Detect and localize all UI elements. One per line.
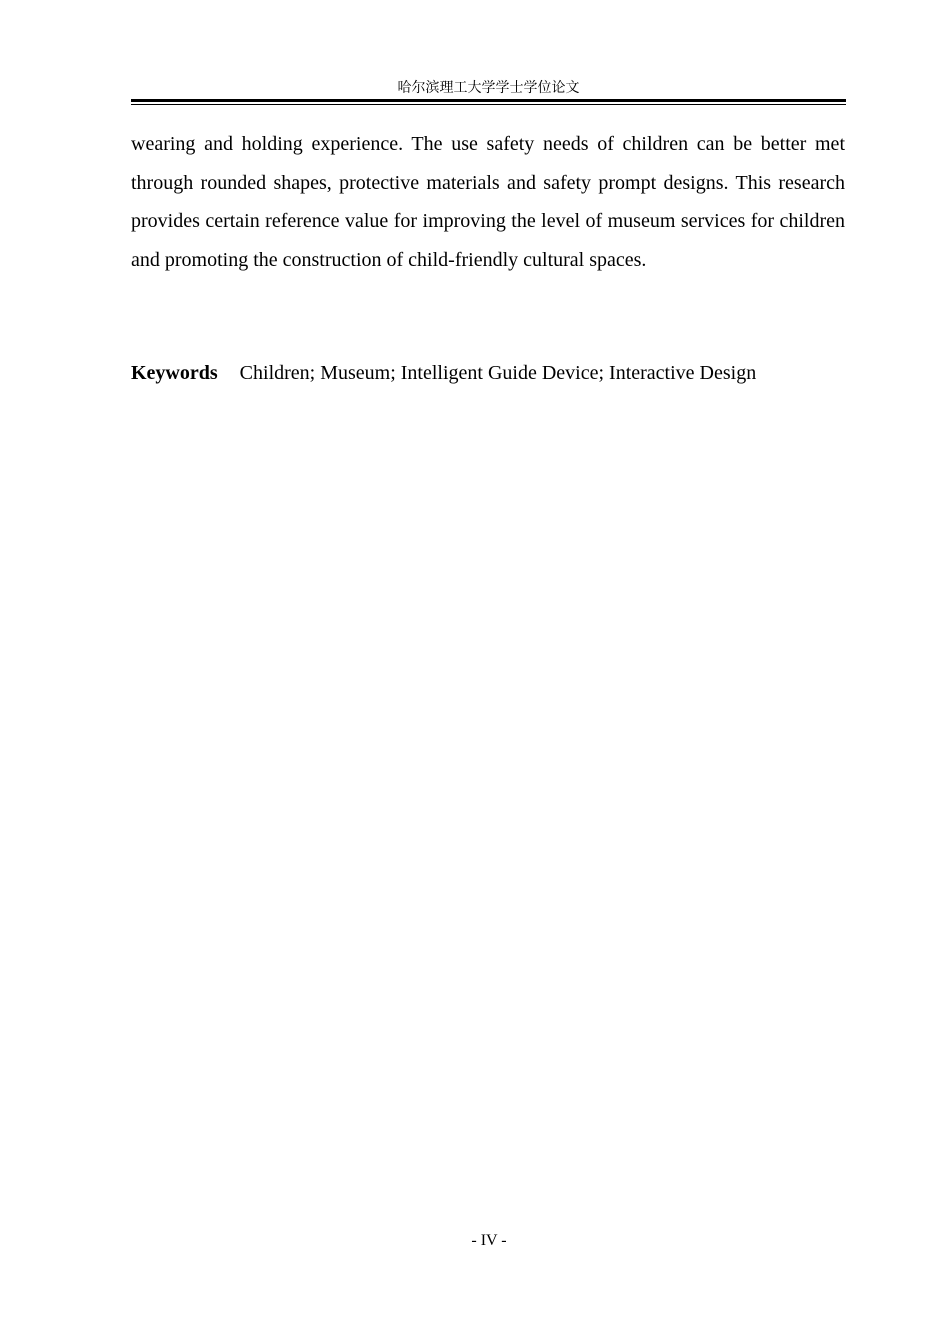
header-rule-thick bbox=[131, 99, 846, 102]
page-header bbox=[131, 78, 846, 106]
header-title: 哈尔滨理工大学学士学位论文 bbox=[397, 80, 580, 96]
keywords-value: Children; Museum; Intelligent Guide Device; Interactive Design bbox=[239, 362, 757, 384]
keywords-label: Keywords bbox=[131, 362, 218, 384]
header-rule-thin bbox=[131, 104, 846, 105]
keywords-line bbox=[131, 354, 845, 392]
abstract-paragraph: wearing and holding experience. The use safety needs of children can be better met through rounded shapes, protective materials and safety prompt designs. This research provides certain reference value for improving the level of museum services for children and promoting the construction of child-friendly cultural spaces. bbox=[131, 133, 845, 271]
page-number: - IV - bbox=[471, 1232, 507, 1249]
